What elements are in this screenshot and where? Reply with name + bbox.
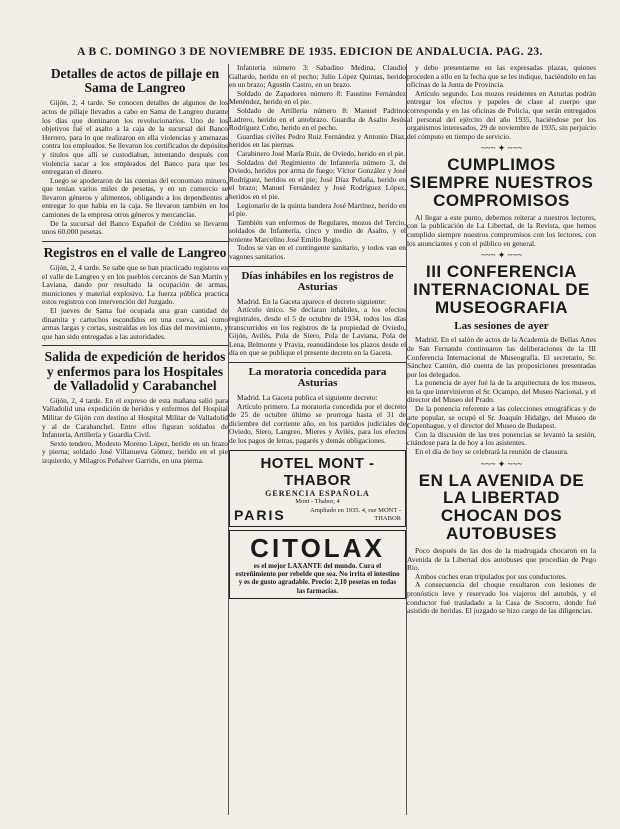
article-cumplimos-p1: Al llegar a este punto, debemos reiterar a nuestros lectores, con la publicación de La Libertad, de la Revista, que hemos cumplido siempre nuestros compromisos con los lectores, con los anunciantes y con el público en general. [407, 212, 596, 248]
advert-citolax-text: es el mejor LAXANTE del mundo. Cura el estreñimiento por rebelde que sea. No irrita el intestino y es de gusto agradable. Precio: 2,10 pesetas en todas las farmacias. [235, 561, 400, 595]
divider [42, 241, 228, 242]
advert-hotel-address: Mont - Thabor, 4 [295, 497, 340, 505]
article-conferencia-p3: De la ponencia referente a las colecciones etnográficas y de arte popular, se ocupó el Sr. Joaquín Hidalgo, del Museo de Copenhague, y el director del Museo de Budapest. [407, 404, 596, 431]
article-quintas-p1: y debo presentarme en las expresadas plazas, quienes proceden a ello en la fecha que se les indique, haciéndolo en las oficinas de la Junta de Provincia. [407, 64, 596, 90]
column-3 [407, 64, 596, 815]
advert-hotel-name: HOTEL MONT - THABOR [260, 454, 375, 489]
ornament-divider: ~~~ ✦ ~~~ [480, 458, 523, 469]
article-heridos-p1: Gijón, 2, 4 tarde. En el expreso de esta mañana salió para Valladolid una expedición de heridos y enfermos del Hospital Militar de Gijón con destino al Hospital Militar de Valladolid y al de Carabanchel. Entre ellos figuran soldados de Infantería, Artillería y Guardia Civil. [42, 395, 228, 440]
article-autobuses-p1: Poco después de las dos de la madrugada chocaron en la Avenida de la Libertad dos autobuses que procedían de Pego Rio. [407, 546, 596, 573]
headline-heridos: Salida de expedición de heridos y enfermos para los Hospitales de Valladolid y Carabanchel [44, 349, 226, 393]
article-conferencia-p4: Con la discusión de las tres ponencias se levantó la sesión, citándose para la de hoy a los asistentes. [407, 429, 596, 448]
advert-citolax-brand: CITOLAX [250, 532, 385, 563]
list-heridos-p9: Todos se van en el contingente sanitario, y todos van en vagones sanitarios. [229, 243, 406, 262]
list-heridos-p6: Soldados del Regimiento de Infantería número 3, de Oviedo, heridos por arma de fuego; Víctor González y José Rodríguez, heridos en el pie; José Díaz Peñaña, herido en el brazo; Manuel Fernández y José Rodríguez López, heridos en el pie. [229, 157, 406, 201]
list-heridos-p2: Soldado de Zapadores número 8: Faustino Fernández Menéndez, herido en el pie. [229, 88, 406, 107]
article-pillaje-p2: Luego se apoderaron de las cuentas del economato minero, que tenían varios miles de pesetas, y en un comercio se llevaron géneros y alimentos, obligando a los dependientes a entregar lo que había en la caja. Se llevaron también en los camiones de la empresa otros géneros y mercancías. [42, 175, 228, 220]
article-moratoria-p1: Madrid. La Gaceta publica el siguiente decreto: [237, 393, 378, 402]
article-heridos-p2: Sexto tendero, Modesto Moreno López, herido en un brazo y pierna; soldado José Villanueva Gómez, herido en el pie izquierdo, y Milagros Peñalver Garrido, en una pierna. [42, 438, 228, 466]
article-conferencia-p5: En el día de hoy se celebrará la reunión de clausura. [415, 447, 569, 457]
article-autobuses-p2: Ambos coches eran tripulados por sus conductores. [415, 571, 567, 581]
article-pillaje-p3: De la sucursal del Banco Español de Crédito se llevaron unos 60.000 pesetas. [42, 218, 228, 237]
headline-dias-inhabiles: Días inhábiles en los registros de Asturias [241, 269, 394, 294]
article-dias-p1: Madrid. En la Gaceta aparece el decreto siguiente: [237, 296, 386, 306]
list-heridos-p7: Legionario de la quinta bandera José Martínez, herido en el pie. [229, 200, 406, 219]
list-heridos-p1: Infantería número 3: Sabadino Medina, Claudio Gallardo, herido en el pecho; Julio López Quintas, herido en un brazo; Agustín Castro, en un brazo. [229, 64, 406, 90]
article-autobuses-p3: A consecuencia del choque resultaron con lesiones de pronóstico leve y reservado los viajeros del autobús, y el conductor fué trasladado a la Casa de Socorro, donde fué asistido de heridas. El juzgado se hizo cargo de las diligencias. [407, 580, 596, 616]
divider [229, 266, 406, 267]
list-heridos-p8: También van enfermos de Regulares, mozos del Tercio, soldados de Infantería, cinco y medio de Asalto, y el teniente Marcelino José Emilio Regio. [229, 217, 406, 244]
advert-hotel-city: PARIS [234, 506, 286, 523]
article-conferencia-p2: La ponencia de ayer fué la de la arquitectura de los museos, en la que intervinieron el Sr. Ocampo, del Museo Nacional, y el director del Museo del Prado. [407, 378, 596, 405]
headline-registros: Registros en el valle de Langreo [43, 244, 227, 260]
column-1 [42, 64, 228, 815]
headline-cumplimos: CUMPLIMOS SIEMPRE NUESTROS COMPROMISOS [409, 155, 594, 211]
advert-citolax [229, 530, 406, 600]
ornament-divider: ~~~ ✦ ~~~ [480, 143, 523, 154]
article-moratoria-p2: Artículo primero. La moratoria concedida por el decreto de 25 de octubre último se prorroga hasta el 31 de diciembre del corriente año, en los partidos judiciales de Oviedo, Siero, Langreo, Mieres y Avilés, para los efectos de los pagos de letras, pagarés y demás obligaciones. [229, 401, 406, 445]
advert-hotel-mont-thabor [229, 450, 406, 527]
ornament-divider: ~~~ ✦ ~~~ [480, 250, 523, 261]
article-dias-p2: Artículo único. Se declaran inhábiles, a los efectos registrales, desde el 5 de octubre de 1934, todos los días transcurridos en los registros de la propiedad de Oviedo, Gijón, Avilés, Pola de Siero, Pola de Laviana, Pola de Lena, Belmonte y Pravia, reanudándose los plazos desde el día en que se publique el presente decreto en la Gaceta. [229, 305, 406, 358]
headline-pillaje: Detalles de actos de pillaje en Sama de Langreo [50, 66, 220, 96]
list-heridos-p4: Guardias civiles Pedro Ruiz Fernández y Antonio Díaz, heridos en las piernas. [229, 131, 406, 150]
list-heridos-p3: Soldado de Artillería número 8: Manuel Padrino Ladrero, herido en el antebrazo. Guardia de Asalto Jesús Rodríguez Cobo, herido en el pecho. [229, 105, 406, 133]
article-registros-p2: El jueves de Sama fué ocupada una gran cantidad de dinamita y cartuchos escondidos en una cueva, así como armas largas y cortas, sustraídas en los días del movimiento, y que han sido entregadas a las autoridades. [42, 305, 228, 341]
headline-autobuses: EN LA AVENIDA DE LA LIBERTAD CHOCAN DOS AUTOBUSES [418, 470, 585, 544]
column-2 [229, 64, 406, 815]
article-conferencia-p1: Madrid. En el salón de actos de la Academia de Bellas Artes de San Fernando continuaron las deliberaciones de la III Conferencia Internacional de Museografía. El secretario, Sr. Sánchez Cantón, dió cuenta de las proposiciones presentadas por los delegados. [407, 335, 596, 379]
subhead-sesiones: Las sesiones de ayer [454, 319, 549, 332]
headline-conferencia: III CONFERENCIA INTERNACIONAL DE MUSEOGRAFIA [413, 262, 590, 317]
advert-hotel-note: Ampliado en 1935. 4, rue MONT - THABOR [310, 507, 401, 522]
article-registros-p1: Gijón, 2, 4 tarde. Se sabe que se han practicado registros en el valle de Langreo y en los pueblos cercanos de San Martín y Laviana, dando por resultado la ocupación de armas, municiones y material explosivo. La fuerza pública practica estos registros con intervención del Juzgado. [42, 263, 228, 307]
advert-hotel-gerencia: GERENCIA ESPAÑOLA [265, 488, 370, 498]
masthead: A B C. DOMINGO 3 DE NOVIEMBRE DE 1935. EDICION DE ANDALUCIA. PAG. 23. [77, 46, 543, 58]
divider [42, 345, 228, 346]
divider [229, 362, 406, 363]
article-quintas-p2: Artículo segundo. Los mozos residentes en Asturias podrán entregar los efectos y papeles de clase al cuerpo que corresponda y en las oficinas de Policía, que serán entregados al personal del ejército del año 1935, haciéndose por los organismos interesados, 29 de noviembre de 1935, sin perjuicio del cómputo en tiempo de servicio. [407, 88, 596, 141]
list-heridos-p5: Carabinero José María Ruiz, de Oviedo, herido en el pie. [237, 148, 406, 158]
headline-moratoria: La moratoria concedida para Asturias [248, 365, 387, 390]
article-pillaje-p1: Gijón, 2, 4 tarde. Se conocen detalles de algunos de los actos de pillaje llevados a cabo en Sama de Langreo durante los días que dominaron los revolucionarios. Uno de los objetivos fué el asalto a la caja de la sucursal del Banco Herrero, para lo que realizaron en ella violencias y amenazas contra los empleados. Se llevaron los certificados de depósitos y títulos que allí se custodiaban, intentando después con violencia sacar a los empleados del Banco para que les entregaran el dinero. [42, 98, 228, 177]
